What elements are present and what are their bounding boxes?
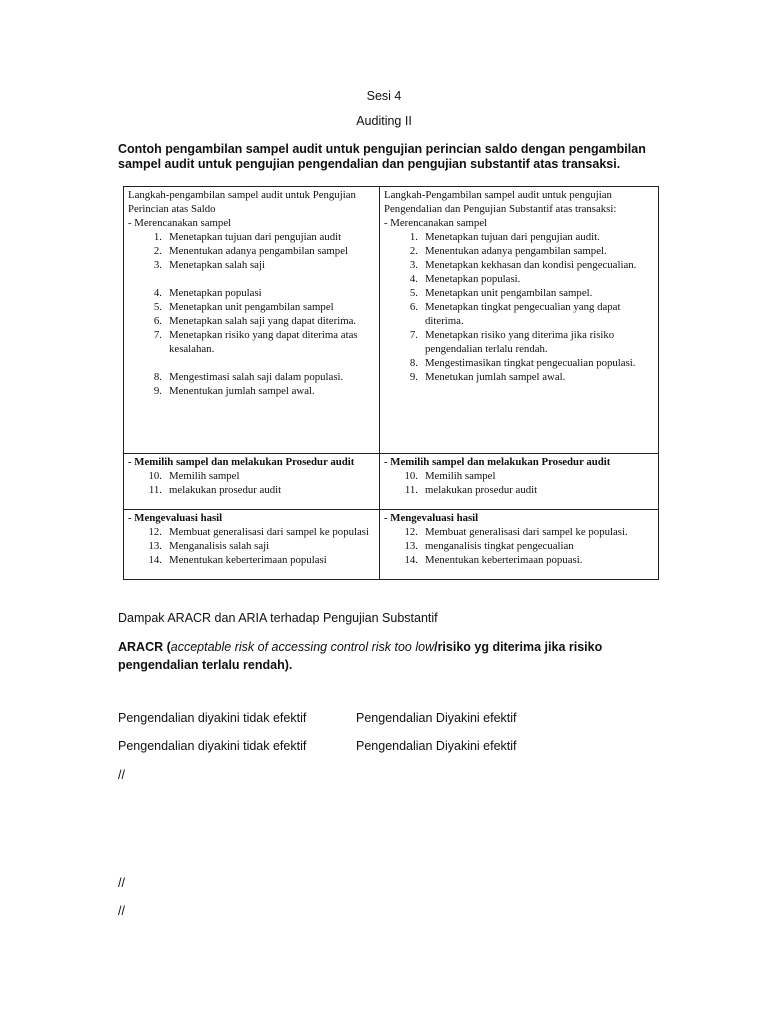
left-selection-title: - Memilih sampel dan melakukan Prosedur audit <box>128 456 355 468</box>
list-item: 11. melakukan prosedur audit <box>404 484 538 496</box>
session-title: Sesi 4 <box>366 89 402 103</box>
list-item: 6. Menetapkan salah saji yang dapat diterima. <box>153 315 357 327</box>
intro-paragraph: Contoh pengambilan sampel audit untuk pengujian perincian saldo dengan pengambilan sampel audit untuk pengujian pengendalian dan pengujian substantif atas transaksi. <box>118 142 646 171</box>
list-item: 10. Memilih sampel <box>404 470 496 482</box>
left-planning-cell <box>124 187 380 454</box>
right-evaluation-list <box>384 525 654 567</box>
list-item: 2. Menentukan adanya pengambilan sampel <box>153 245 348 257</box>
right-selection-title: - Memilih sampel dan melakukan Prosedur audit <box>384 456 611 468</box>
control-ineffective-label: Pengendalian diyakini tidak efektif <box>118 711 307 725</box>
left-evaluation-cell <box>124 510 380 580</box>
impact-heading: Dampak ARACR dan ARIA terhadap Pengujian Substantif <box>118 611 438 625</box>
left-planning-list <box>128 230 375 398</box>
table-row-planning <box>124 187 659 454</box>
list-item: 9. Menetukan jumlah sampel awal. <box>409 371 566 383</box>
right-evaluation-title: - Mengevaluasi hasil <box>384 512 479 524</box>
list-item: 14. Menentukan keberterimaan populasi <box>148 554 327 566</box>
list-item: 13. menganalisis tingkat pengecualian <box>404 540 574 552</box>
table-row-evaluation <box>124 510 659 580</box>
list-item: 6. Menetapkan tingkat pengecualian yang dapat diterima. <box>409 301 621 327</box>
list-item: 14. Menentukan keberterimaan popuasi. <box>404 554 583 566</box>
list-item: 12. Membuat generalisasi dari sampel ke populasi. <box>404 526 628 538</box>
list-item: 1. Menetapkan tujuan dari pengujian audit <box>153 231 342 243</box>
list-item: 1. Menetapkan tujuan dari pengujian audit. <box>409 231 600 243</box>
control-effective-label: Pengendalian Diyakini efektif <box>356 739 517 753</box>
left-selection-cell <box>124 454 380 510</box>
slash-marker-3: // <box>118 904 125 918</box>
aracr-term: ARACR ( <box>118 640 171 654</box>
list-item: 2. Menentukan adanya pengambilan sampel. <box>409 245 607 257</box>
list-item: 9. Menentukan jumlah sampel awal. <box>153 385 315 397</box>
left-planning-title: - Merencanakan sampel <box>128 217 232 229</box>
slash-marker-2: // <box>118 876 125 890</box>
aracr-rest: /risiko yg diterima jika risiko pengendalian terlalu rendah). <box>118 640 603 672</box>
right-selection-list <box>384 469 654 497</box>
list-item: 3. Menetapkan kekhasan dan kondisi pengecualian. <box>409 259 637 271</box>
left-column-header: Langkah-pengambilan sampel audit untuk Pengujian Perincian atas Saldo <box>128 189 356 215</box>
list-item: 8. Mengestimasikan tingkat pengecualian populasi. <box>409 357 636 369</box>
right-planning-cell <box>380 187 659 454</box>
aracr-italic-definition: acceptable risk of accessing control risk too low <box>170 640 435 654</box>
list-item: 5. Menetapkan unit pengambilan sampel <box>153 301 334 313</box>
list-item: 5. Menetapkan unit pengambilan sampel. <box>409 287 593 299</box>
aracr-paragraph <box>118 638 618 674</box>
right-selection-cell <box>380 454 659 510</box>
list-item: 10. Memilih sampel <box>148 470 240 482</box>
list-item: 7. Menetapkan risiko yang diterima jika risiko pengendalian terlalu rendah. <box>409 329 615 355</box>
table-row-selection <box>124 454 659 510</box>
left-selection-list <box>128 469 375 497</box>
right-planning-list <box>384 230 654 384</box>
list-item: 4. Menetapkan populasi <box>153 287 262 299</box>
list-item: 3. Menetapkan salah saji <box>153 259 265 271</box>
course-title: Auditing II <box>356 114 412 128</box>
list-item: 8. Mengestimasi salah saji dalam populasi. <box>153 371 344 383</box>
list-item: 11. melakukan prosedur audit <box>148 484 282 496</box>
right-planning-title: - Merencanakan sampel <box>384 217 488 229</box>
control-effective-label: Pengendalian Diyakini efektif <box>356 711 517 725</box>
list-item: 4. Menetapkan populasi. <box>409 273 521 285</box>
list-item: 12. Membuat generalisasi dari sampel ke populasi <box>148 526 369 538</box>
slash-marker-1: // <box>118 768 125 782</box>
control-ineffective-label: Pengendalian diyakini tidak efektif <box>118 739 307 753</box>
left-evaluation-list <box>128 525 375 567</box>
right-evaluation-cell <box>380 510 659 580</box>
sampling-steps-table <box>123 186 659 580</box>
list-item: 13. Menganalisis salah saji <box>148 540 270 552</box>
left-evaluation-title: - Mengevaluasi hasil <box>128 512 223 524</box>
list-item: 7. Menetapkan risiko yang dapat diterima atas kesalahan. <box>153 329 358 355</box>
right-column-header: Langkah-Pengambilan sampel audit untuk pengujian Pengendalian dan Pengujian Substantif atas transaksi: <box>384 189 617 215</box>
